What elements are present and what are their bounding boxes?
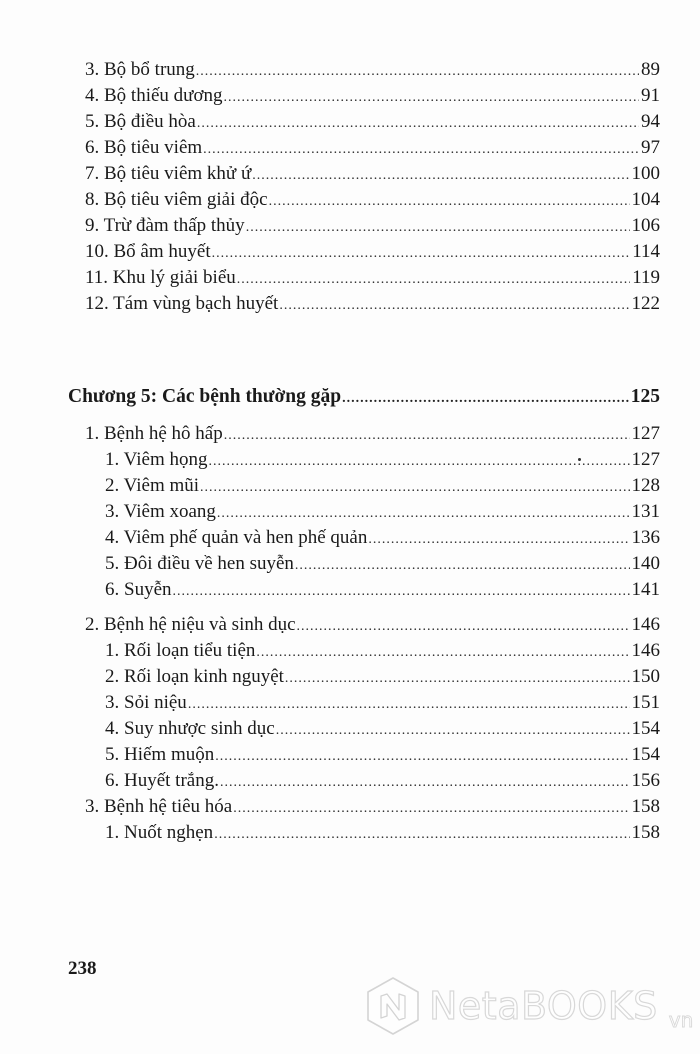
toc-entry[interactable]	[85, 239, 660, 265]
toc-subentry[interactable]	[105, 820, 660, 846]
toc-entry-title: 4. Bộ thiếu dương	[85, 85, 223, 106]
toc-entry[interactable]	[85, 109, 660, 135]
toc-entry[interactable]	[85, 291, 660, 317]
toc-entry-page: 158	[631, 796, 660, 817]
dot-leader	[208, 449, 629, 475]
dot-leader	[233, 796, 629, 822]
toc-subentry[interactable]	[105, 577, 660, 603]
toc-entry-title: 3. Sỏi niệu	[105, 692, 187, 713]
toc-entry-page: 127	[631, 449, 660, 470]
toc-entry-title: 1. Rối loạn tiểu tiện	[105, 640, 256, 661]
dot-leader	[295, 553, 630, 579]
toc-entry[interactable]	[85, 265, 660, 291]
toc-entry-page: 146	[631, 640, 660, 661]
toc-subentry[interactable]	[105, 638, 660, 664]
toc-entry-title: 6. Bộ tiêu viêm	[85, 137, 203, 158]
toc-entry[interactable]	[85, 57, 660, 83]
dot-leader	[224, 423, 630, 449]
toc-entry-title: 10. Bổ âm huyết	[85, 241, 211, 262]
dot-leader	[215, 744, 629, 770]
toc-entry-page: 154	[631, 718, 660, 739]
toc-entry-title: 1. Viêm họng	[105, 449, 208, 470]
toc-entry-page: 154	[631, 744, 660, 765]
toc-subentry[interactable]	[105, 768, 660, 794]
dot-leader	[269, 189, 630, 215]
toc-entry-page: 146	[631, 614, 660, 635]
toc-entry-title: 8. Bộ tiêu viêm giải độc	[85, 189, 268, 210]
toc-subentry[interactable]	[105, 742, 660, 768]
toc-entry-page: 106	[631, 215, 660, 236]
toc-entry-title: 9. Trừ đàm thấp thủy	[85, 215, 245, 236]
toc-subentry[interactable]	[105, 447, 660, 473]
toc-entry[interactable]	[85, 213, 660, 239]
toc-entry-title: 4. Suy nhược sinh dục	[105, 718, 275, 739]
toc-entry-title: 4. Viêm phế quản và hen phế quản	[105, 527, 368, 548]
dot-leader	[279, 293, 629, 319]
toc-entry-title: 11. Khu lý giải biểu	[85, 267, 236, 288]
toc-entry-page: 128	[631, 475, 660, 496]
dot-leader	[368, 527, 629, 553]
dot-leader	[212, 241, 631, 267]
toc-entry-title: 1. Nuốt nghẹn	[105, 822, 214, 843]
dot-leader	[173, 579, 630, 605]
toc-subentry[interactable]	[105, 690, 660, 716]
toc-entry[interactable]	[85, 83, 660, 109]
dot-leader	[237, 267, 630, 293]
toc-section[interactable]	[85, 794, 660, 820]
netabooks-watermark	[365, 976, 693, 1036]
dot-leader	[200, 475, 629, 501]
toc-entry-title: 5. Đôi điều về hen suyễn	[105, 553, 294, 574]
toc-entry-page: 131	[631, 501, 660, 522]
toc-entry-page: 91	[641, 85, 660, 106]
toc-entry-title: 1. Bệnh hệ hô hấp	[85, 423, 223, 444]
dot-leader	[276, 718, 630, 744]
dot-leader	[297, 614, 630, 640]
dot-leader	[196, 59, 639, 85]
toc-entry-title: 12. Tám vùng bạch huyết	[85, 293, 279, 314]
toc-entry-page: 150	[631, 666, 660, 687]
toc-entry-page: 89	[641, 59, 660, 80]
toc-entry-page: 136	[631, 527, 660, 548]
netabooks-hexagon-logo-icon	[365, 976, 421, 1036]
dot-leader	[203, 137, 639, 163]
toc-subentry[interactable]	[105, 551, 660, 577]
dot-leader	[224, 85, 639, 111]
toc-entry-title: 5. Bộ điều hòa	[85, 111, 196, 132]
dot-leader	[256, 640, 629, 666]
toc-subentry[interactable]	[105, 499, 660, 525]
toc-entry-title: 3. Viêm xoang	[105, 501, 216, 522]
toc-entry-title: 5. Hiếm muộn	[105, 744, 215, 765]
dot-leader	[246, 215, 630, 241]
dot-leader	[217, 501, 630, 527]
toc-entry-title: 2. Rối loạn kinh nguyệt	[105, 666, 284, 687]
dot-leader	[285, 666, 630, 692]
toc-entry[interactable]	[85, 135, 660, 161]
toc-entry-page: 104	[631, 189, 660, 210]
toc-entry-page: 141	[631, 579, 660, 600]
toc-entry-page: 119	[632, 267, 660, 288]
dot-leader	[188, 692, 630, 718]
toc-entry-page: 156	[631, 770, 660, 791]
toc-entry-title: 6. Suyễn	[105, 579, 172, 600]
toc-entry-page: 122	[631, 293, 660, 314]
toc-entry-title: 3. Bệnh hệ tiêu hóa	[85, 796, 233, 817]
chapter-title: Chương 5: Các bệnh thường gặp	[68, 386, 342, 407]
watermark-brand: NetaBOOKS	[429, 984, 658, 1028]
dot-leader	[197, 111, 639, 137]
toc-chapter-heading[interactable]	[68, 384, 660, 410]
watermark-suffix: vn	[668, 1008, 694, 1032]
toc-entry-page: 140	[631, 553, 660, 574]
toc-entry-page: 97	[641, 137, 660, 158]
toc-subentry[interactable]	[105, 473, 660, 499]
toc-entry-page: 158	[631, 822, 660, 843]
toc-entry-title: 7. Bộ tiêu viêm khử ứ	[85, 163, 252, 184]
toc-entry-title: 6. Huyết trắng.	[105, 770, 219, 791]
chapter-page: 125	[630, 386, 660, 407]
toc-entry-title: 2. Viêm mũi	[105, 475, 200, 496]
toc-subentry[interactable]	[105, 716, 660, 742]
toc-entry-page: 100	[631, 163, 660, 184]
toc-entry-title: 2. Bệnh hệ niệu và sinh dục	[85, 614, 296, 635]
toc-entry-title: 3. Bộ bổ trung	[85, 59, 195, 80]
dot-leader	[252, 163, 629, 189]
toc-subentry[interactable]	[105, 664, 660, 690]
toc-entry-page: 114	[632, 241, 660, 262]
dot-leader	[214, 822, 629, 848]
toc-entry[interactable]	[85, 161, 660, 187]
dot-leader	[220, 770, 630, 796]
toc-entry-page: 127	[631, 423, 660, 444]
toc-entry-page: 94	[641, 111, 660, 132]
dot-leader	[342, 386, 629, 412]
page-number: 238	[68, 958, 97, 979]
toc-section[interactable]	[85, 421, 660, 447]
print-speck	[578, 458, 581, 461]
toc-entry-page: 151	[631, 692, 660, 713]
toc-section[interactable]	[85, 612, 660, 638]
toc-entry[interactable]	[85, 187, 660, 213]
toc-subentry[interactable]	[105, 525, 660, 551]
